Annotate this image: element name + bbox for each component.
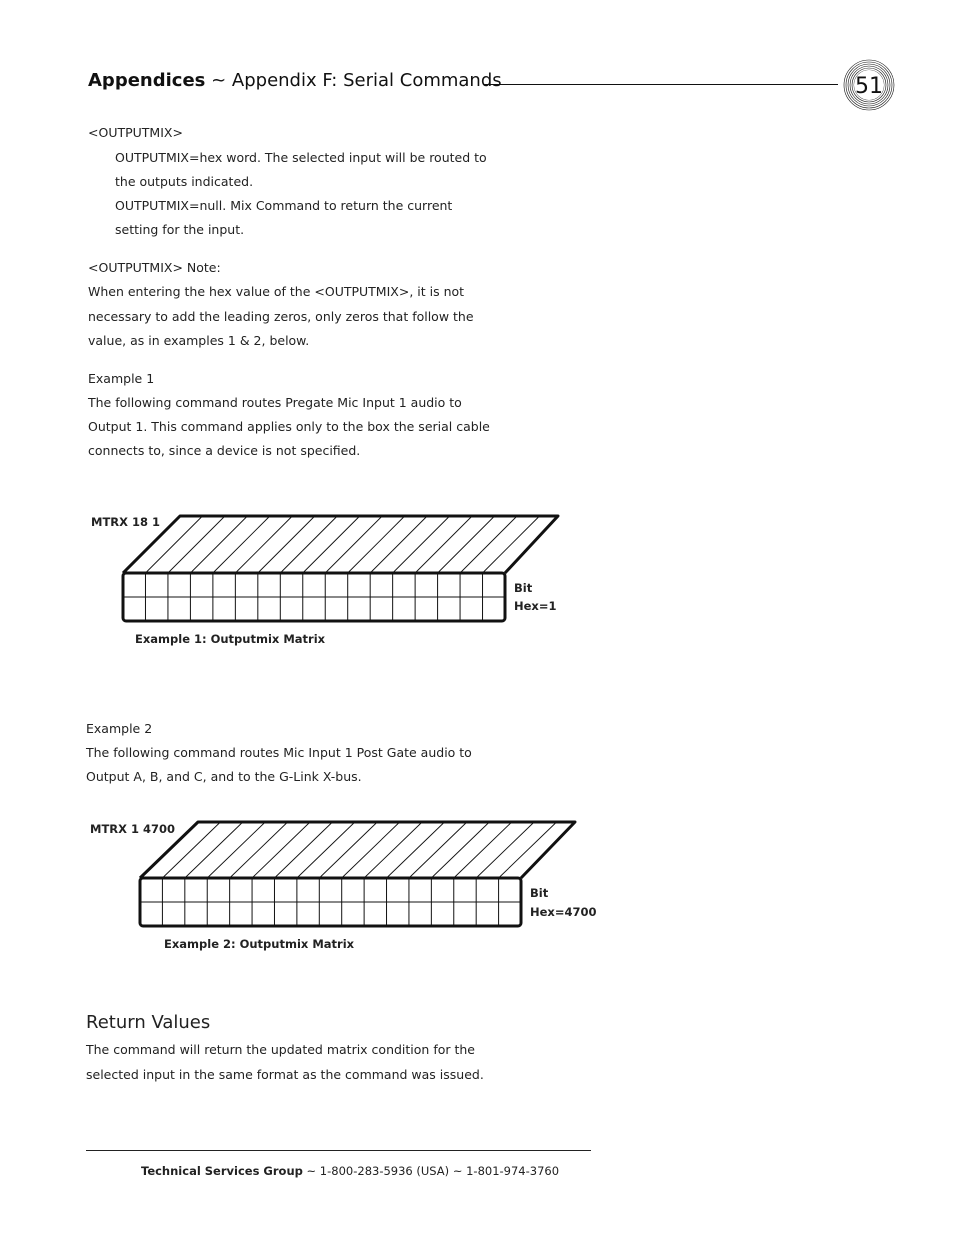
return-values-line-1: The command will return the updated matrix condition for the [86, 1042, 475, 1057]
matrix-slat [454, 822, 512, 878]
example2-caption: Example 2: Outputmix Matrix [164, 937, 355, 951]
example2-line-2: Output A, B, and C, and to the G-Link X-bus. [86, 769, 362, 784]
example2-hex-label: Hex=4700 [530, 905, 597, 919]
note-heading: <OUTPUTMIX> Note: [88, 260, 221, 275]
header-title: Appendix F: Serial Commands [231, 70, 502, 91]
example1-hex-label: Hex=1 [514, 599, 557, 613]
footer-contact: ~ 1-800-283-5936 (USA) ~ 1-801-974-3760 [302, 1164, 560, 1178]
matrix-slat [387, 822, 445, 878]
matrix-grid-2 [140, 822, 575, 926]
outputmix-line-4: setting for the input. [115, 222, 245, 237]
matrix-slat [409, 822, 467, 878]
matrix-top-outline [140, 822, 575, 878]
footer-org: Technical Services Group [141, 1164, 303, 1178]
matrix-slat [415, 516, 472, 573]
matrix-slat [230, 822, 288, 878]
matrix-slat [348, 516, 405, 573]
example1-heading: Example 1 [88, 371, 155, 386]
matrix-slat [190, 516, 247, 573]
note-line-2: necessary to add the leading zeros, only zeros that follow the [88, 309, 474, 324]
note-line-3: value, as in examples 1 & 2, below. [88, 333, 310, 348]
matrix-slat [145, 516, 202, 573]
matrix-slat [303, 516, 360, 573]
return-values-heading: Return Values [86, 1012, 211, 1033]
page-footer [141, 1164, 559, 1178]
matrix-slat [258, 516, 315, 573]
header-separator: ~ [205, 70, 232, 91]
outputmix-line-2: the outputs indicated. [115, 174, 254, 189]
matrix-slat [370, 516, 427, 573]
example1-caption: Example 1: Outputmix Matrix [135, 632, 326, 646]
example2-heading: Example 2 [86, 721, 153, 736]
matrix-slat [185, 822, 243, 878]
matrix-slat [342, 822, 400, 878]
matrix-slat [235, 516, 292, 573]
matrix-slat [393, 516, 450, 573]
matrix-slat [476, 822, 534, 878]
matrix-top-outline [123, 516, 558, 573]
outputmix-line-1: OUTPUTMIX=hex word. The selected input will be routed to [115, 150, 487, 165]
example1-line-3: connects to, since a device is not specified. [88, 443, 361, 458]
matrix-slat [207, 822, 265, 878]
matrix-slat [280, 516, 337, 573]
matrix-slat [319, 822, 377, 878]
example2-line-1: The following command routes Mic Input 1 Post Gate audio to [86, 745, 472, 760]
example2-command: MTRX 1 4700 [90, 822, 176, 836]
page-number: 51 [855, 74, 883, 99]
matrix-slat [438, 516, 495, 573]
example1-line-1: The following command routes Pregate Mic Input 1 audio to [88, 395, 462, 410]
outputmix-line-3: OUTPUTMIX=null. Mix Command to return the current [115, 198, 453, 213]
matrix-slat [213, 516, 270, 573]
outputmix-heading: <OUTPUTMIX> [88, 125, 183, 140]
matrix-slat [297, 822, 355, 878]
example1-bit-label: Bit [514, 581, 533, 595]
matrix-slat [364, 822, 422, 878]
matrix-slat [252, 822, 310, 878]
matrix-slat [431, 822, 489, 878]
return-values-line-2: selected input in the same format as the command was issued. [86, 1067, 484, 1082]
footer-rule [86, 1150, 591, 1151]
example1-line-2: Output 1. This command applies only to the box the serial cable [88, 419, 490, 434]
note-line-1: When entering the hex value of the <OUTPUTMIX>, it is not [88, 284, 465, 299]
example1-command: MTRX 18 1 [91, 515, 161, 529]
matrix-slat [325, 516, 382, 573]
matrix-slat [460, 516, 517, 573]
matrix-grid-1 [123, 516, 558, 621]
matrix-slat [274, 822, 332, 878]
example2-bit-label: Bit [530, 886, 549, 900]
matrix-slat [168, 516, 225, 573]
header-section: Appendices [88, 70, 206, 91]
